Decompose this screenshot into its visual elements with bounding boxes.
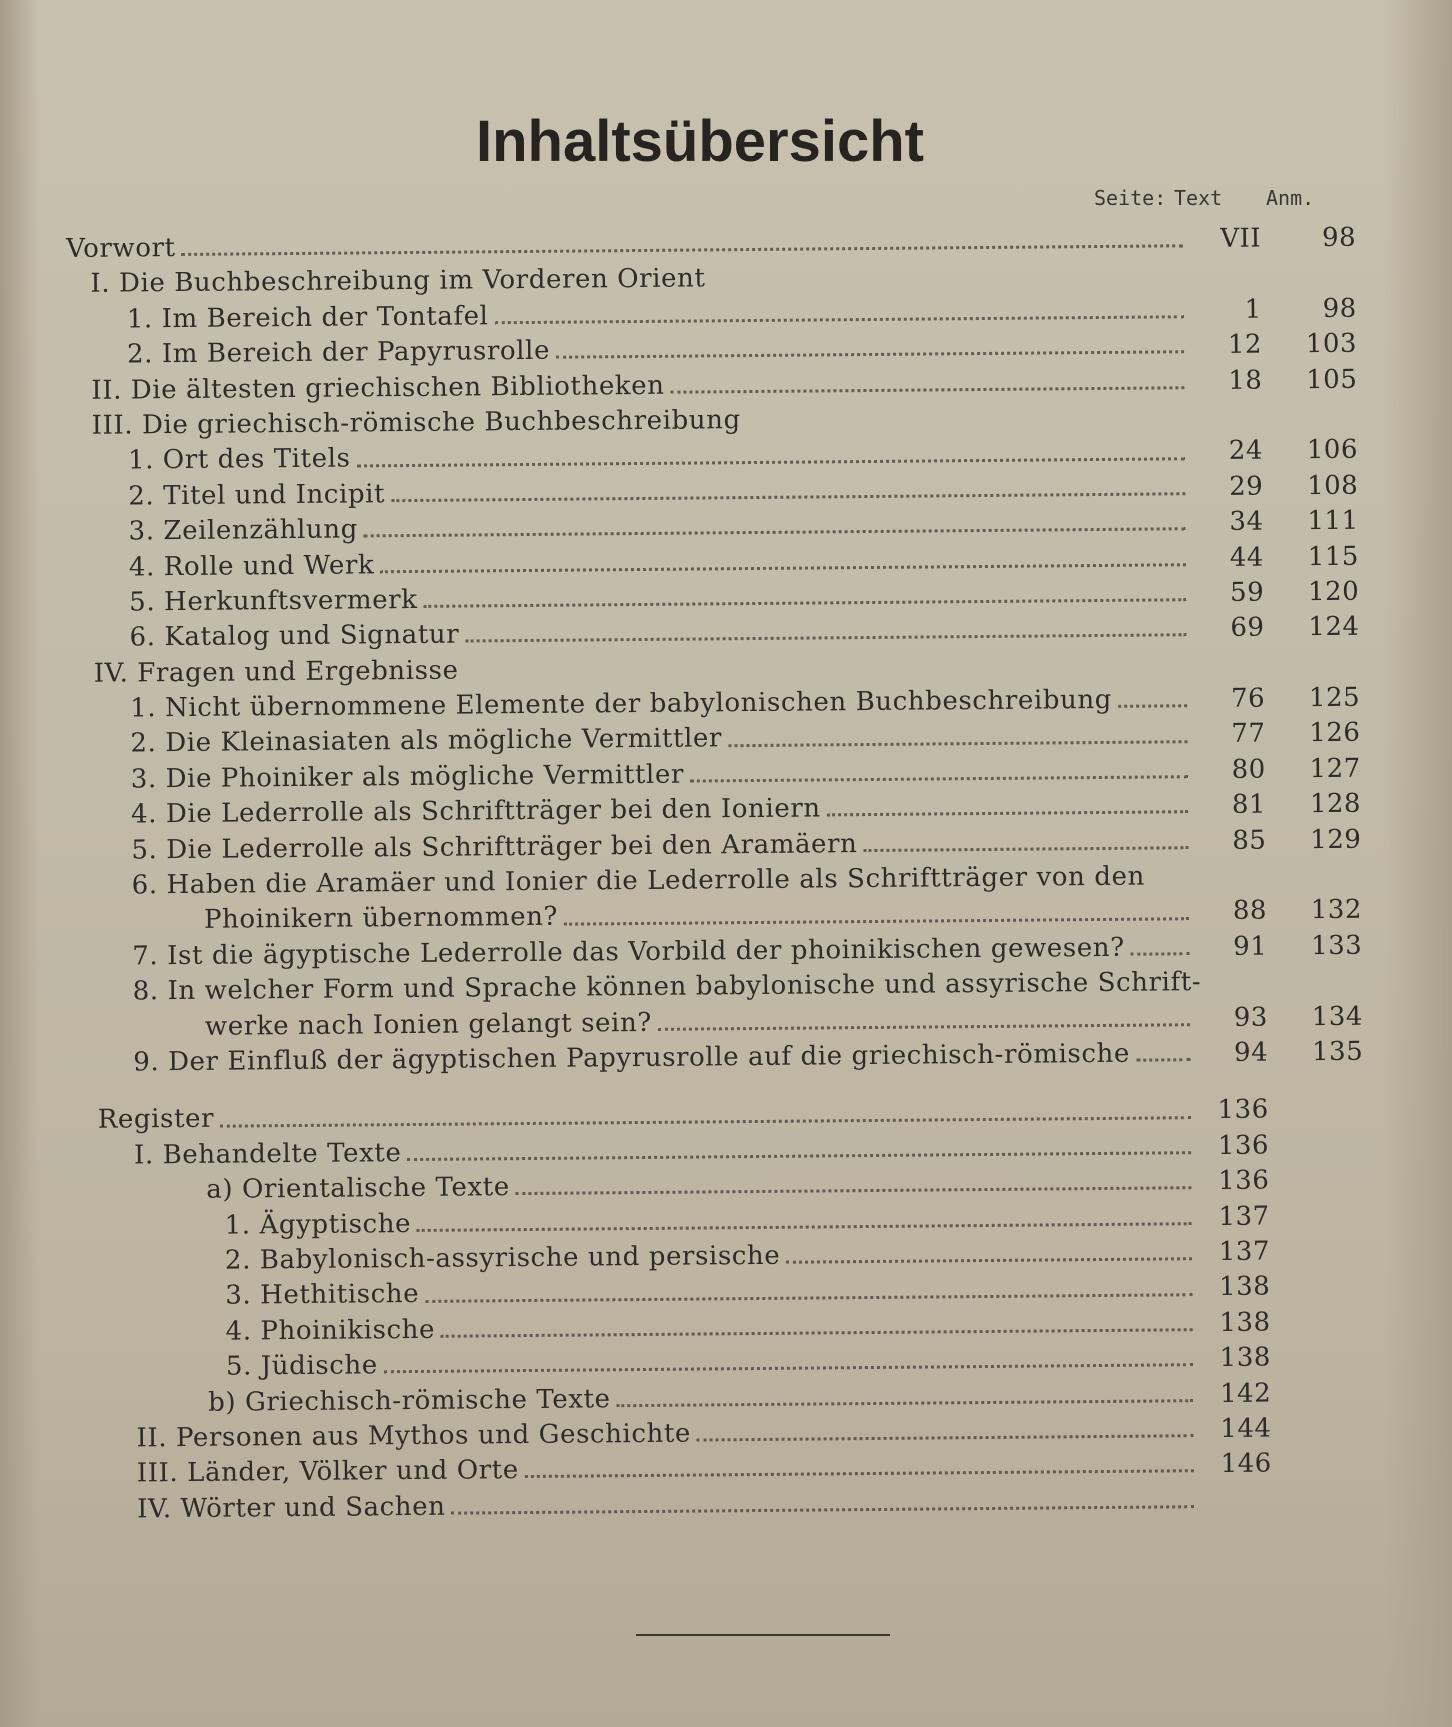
toc-entry-label: b) Griechisch-römische Texte: [208, 1383, 611, 1418]
toc-entry-label: IV. Wörter und Sachen: [137, 1491, 446, 1525]
text-page-number: 24: [1228, 435, 1264, 467]
text-page-number: 138: [1219, 1307, 1271, 1338]
text-page-number: 59: [1229, 577, 1265, 608]
notes-page-number: 126: [1309, 718, 1361, 749]
dot-leader: [364, 526, 1186, 538]
toc-entry-label: 5. Herkunftsvermerk: [129, 584, 418, 618]
toc-entry-label: 1. Ort des Titels: [127, 443, 351, 476]
toc-entry-label: werke nach Ionien gelangt sein?: [204, 1007, 653, 1042]
toc-entry-label: 5. Jüdische: [225, 1350, 378, 1382]
text-page-number: 12: [1227, 329, 1263, 361]
toc-entry-label: 6. Katalog und Signatur: [129, 619, 460, 653]
toc-entry-label: 7. Ist die ägyptische Lederrolle das Vorbild der phoinikischen gewesen?: [132, 932, 1125, 972]
notes-page-number: [1269, 1188, 1364, 1189]
notes-page-number: 98: [1322, 293, 1357, 324]
toc-entry-label: II. Personen aus Mythos und Geschichte: [136, 1418, 692, 1454]
toc-entry-label: Vorwort: [66, 233, 176, 264]
toc-entry-label: 2. Babylonisch-assyrische und persische: [224, 1240, 781, 1276]
text-page-number: 44: [1229, 542, 1265, 573]
notes-page-number: 111: [1307, 505, 1359, 537]
text-page-number: 1: [1244, 294, 1262, 325]
notes-page-number: 120: [1307, 576, 1360, 608]
text-page-number: 34: [1229, 506, 1264, 537]
notes-page-number: 115: [1307, 541, 1360, 572]
dot-leader: [516, 1185, 1192, 1196]
dot-leader: [182, 242, 1184, 256]
notes-page-number: 128: [1309, 788, 1362, 820]
dot-leader: [556, 349, 1184, 359]
toc-entry-label: 4. Die Lederrolle als Schriftträger bei den Ioniern: [130, 793, 821, 830]
toc-entry-label: a) Orientalische Texte: [206, 1172, 510, 1205]
text-page-number: 29: [1229, 471, 1264, 502]
toc-entry-label: 5. Die Lederrolle als Schriftträger bei den Aramäern: [131, 828, 858, 866]
dot-leader: [407, 1149, 1191, 1161]
dot-leader: [1131, 950, 1190, 956]
notes-page-number: [1271, 1329, 1366, 1330]
notes-page-number: [1271, 1400, 1366, 1401]
dot-leader: [827, 809, 1188, 817]
dot-leader: [786, 1255, 1192, 1264]
dot-leader: [425, 1291, 1192, 1303]
dot-leader: [658, 1021, 1190, 1031]
dot-leader: [452, 1503, 1195, 1514]
notes-page-number: 98: [1321, 222, 1357, 254]
toc-entry-label: III. Länder, Völker und Orte: [136, 1455, 519, 1489]
text-page-number: 18: [1228, 365, 1263, 396]
toc-entry-label: 3. Die Phoiniker als mögliche Vermittler: [130, 759, 685, 795]
notes-page-number: [1270, 1294, 1365, 1295]
notes-page-number: 134: [1311, 1001, 1364, 1032]
text-page-number: 142: [1219, 1378, 1272, 1409]
text-page-number: [1200, 1507, 1272, 1508]
dot-leader: [697, 1432, 1194, 1441]
text-page-number: 77: [1231, 719, 1266, 750]
dot-leader: [564, 915, 1189, 925]
text-page-number: 94: [1233, 1037, 1269, 1068]
toc-entry-label: 2. Im Bereich der Papyrusrolle: [126, 335, 551, 370]
toc-entry-label: 1. Ägyptische: [224, 1208, 412, 1241]
column-header-seite: Seite:: [1094, 186, 1167, 210]
notes-page-number: [1270, 1223, 1365, 1224]
toc-entry-label: I. Behandelte Texte: [133, 1137, 402, 1171]
toc-entry-label: II. Die ältesten griechischen Bibliotheken: [91, 370, 665, 406]
toc-entry-label: Register: [97, 1104, 215, 1136]
dot-leader: [380, 561, 1186, 573]
page-title: Inhaltsübersicht: [476, 109, 924, 174]
toc-entry-label: 2. Titel und Incipit: [128, 478, 386, 512]
text-page-number: 137: [1218, 1201, 1270, 1232]
text-page-number: 136: [1217, 1130, 1270, 1161]
text-page-number: 69: [1230, 612, 1265, 644]
dot-leader: [863, 844, 1188, 852]
text-page-number: 91: [1233, 931, 1268, 962]
dot-leader: [1118, 702, 1187, 708]
notes-page-number: [1271, 1365, 1366, 1366]
dot-leader: [617, 1397, 1194, 1407]
toc-entry-label: 6. Haben die Aramäer und Ionier die Lederrolle als Schriftträger von den: [131, 861, 1145, 901]
dot-leader: [357, 455, 1185, 467]
text-page-number: VII: [1220, 223, 1262, 254]
notes-page-number: 127: [1309, 753, 1361, 785]
toc-entry-label: Phoinikern übernommen?: [203, 902, 559, 936]
text-page-number: 137: [1218, 1236, 1271, 1267]
notes-page-number: [1272, 1471, 1367, 1472]
closing-rule: [636, 1634, 890, 1636]
notes-page-number: 125: [1308, 682, 1361, 714]
toc-entry-label: 1. Im Bereich der Tontafel: [126, 301, 489, 335]
notes-page-number: [1270, 1259, 1365, 1260]
toc-entry-label: 4. Rolle und Werk: [128, 549, 375, 582]
notes-page-number: 133: [1311, 930, 1363, 961]
text-page-number: 138: [1218, 1271, 1271, 1303]
notes-page-number: 132: [1310, 895, 1363, 926]
text-page-number: 85: [1232, 825, 1267, 856]
toc-entry-label: IV. Fragen und Ergebnisse: [93, 655, 459, 689]
dot-leader: [671, 384, 1185, 393]
notes-page-number: [1272, 1436, 1367, 1437]
text-page-number: 76: [1230, 683, 1266, 714]
toc-entry-label: 3. Zeilenzählung: [128, 514, 359, 547]
text-page-number: 146: [1220, 1448, 1272, 1480]
dot-leader: [495, 313, 1184, 324]
dot-leader: [465, 632, 1186, 643]
toc-entry-label: 8. In welcher Form und Sprache können babylonische und assyrische Schrift-: [132, 967, 1202, 1007]
toc-entry-label: I. Die Buchbeschreibung im Vorderen Orient: [90, 263, 706, 300]
toc-entry-label: 1. Nicht übernommene Elemente der babylonischen Buchbeschreibung: [130, 684, 1113, 724]
toc-entry-label: III. Die griechisch-römische Buchbeschreibung: [91, 405, 741, 441]
dot-leader: [690, 773, 1188, 782]
notes-page-number: [1272, 1506, 1367, 1507]
dot-leader: [417, 1220, 1192, 1232]
toc-entry-label: 9. Der Einfluß der ägyptischen Papyrusrolle auf die griechisch-römische: [133, 1038, 1131, 1078]
dot-leader: [220, 1114, 1191, 1127]
text-page-number: 136: [1217, 1094, 1269, 1126]
column-header-anm: Anm.: [1266, 186, 1315, 210]
table-of-contents: [66, 221, 1367, 1528]
notes-page-number: 106: [1306, 435, 1359, 466]
dot-leader: [424, 596, 1187, 608]
text-page-number: 136: [1218, 1165, 1270, 1197]
text-page-number: 88: [1232, 895, 1268, 927]
dot-leader: [525, 1468, 1194, 1479]
notes-page-number: 135: [1311, 1036, 1364, 1068]
text-page-number: 81: [1231, 789, 1267, 821]
notes-page-number: 105: [1306, 364, 1358, 395]
text-page-number: 80: [1231, 754, 1266, 785]
notes-page-number: 124: [1308, 612, 1360, 643]
dot-leader: [384, 1362, 1193, 1374]
toc-entry-label: 4. Phoinikische: [225, 1314, 436, 1347]
toc-entry-label: 2. Die Kleinasiaten als mögliche Vermittler: [130, 723, 723, 759]
notes-page-number: 108: [1306, 470, 1359, 501]
column-header-text: Text: [1174, 186, 1223, 210]
notes-page-number: [1269, 1152, 1364, 1153]
dot-leader: [441, 1326, 1193, 1338]
text-page-number: 144: [1220, 1413, 1272, 1444]
dot-leader: [1136, 1056, 1190, 1061]
notes-page-number: 129: [1310, 824, 1362, 855]
toc-entry-label: 3. Hethitische: [225, 1279, 420, 1311]
notes-page-number: 103: [1305, 328, 1358, 360]
dot-leader: [728, 738, 1187, 747]
notes-page-number: [1269, 1117, 1364, 1118]
text-page-number: 138: [1219, 1342, 1271, 1374]
text-page-number: 93: [1233, 1002, 1269, 1033]
dot-leader: [391, 490, 1185, 502]
